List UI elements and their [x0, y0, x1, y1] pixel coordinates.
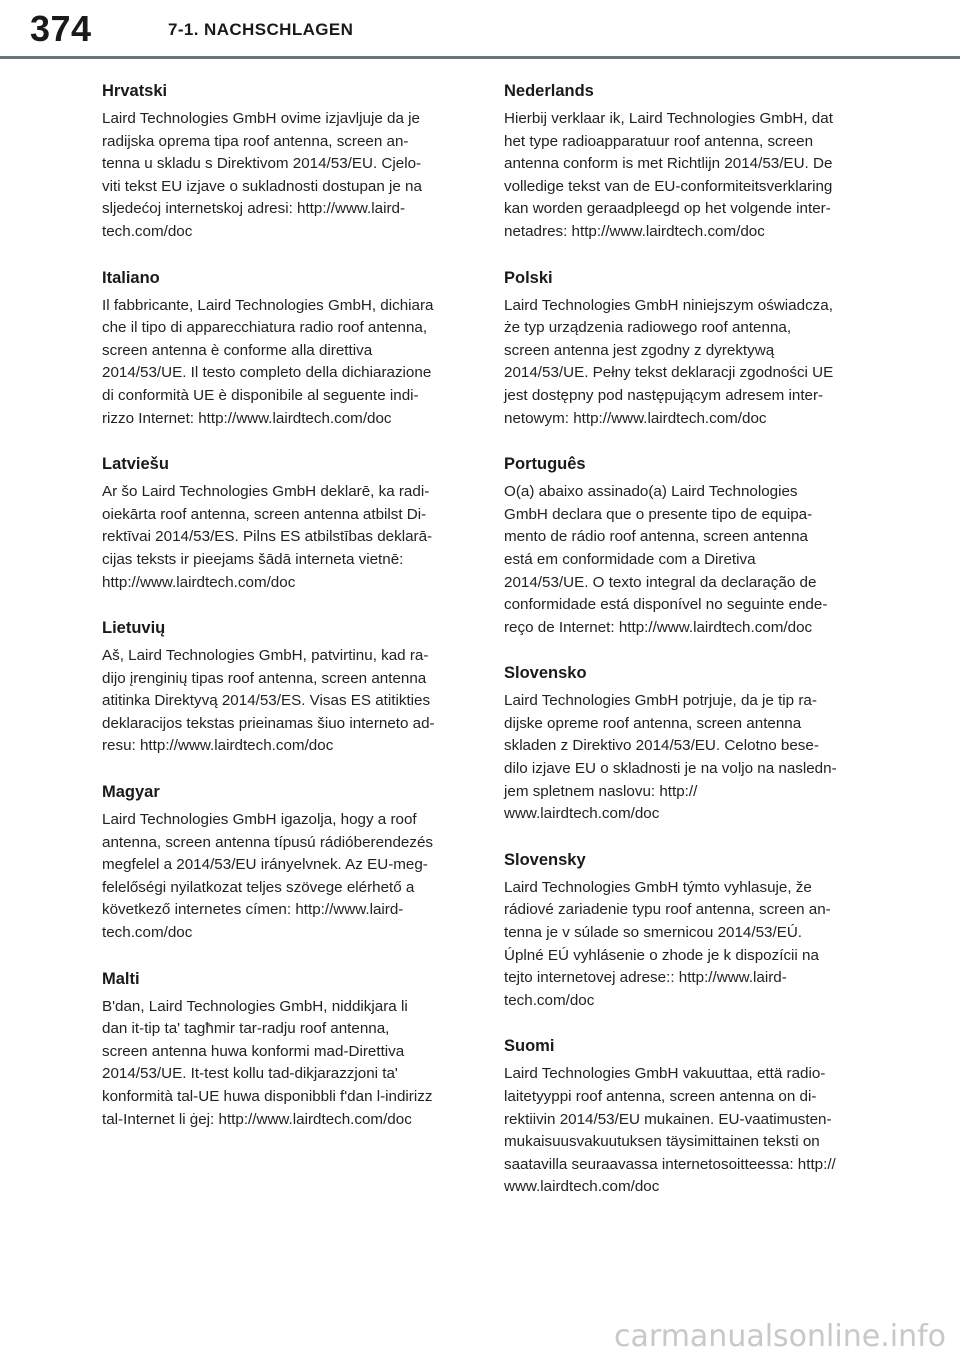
text-line: jest dostępny pod następującym adresem inter- [504, 386, 824, 404]
text-line: netadres: http://www.lairdtech.com/doc [504, 222, 765, 240]
text-line: kan worden geraadpleegd op het volgende inter- [504, 200, 831, 218]
declaration-text [504, 295, 866, 431]
text-line: http://www.lairdtech.com/doc [102, 573, 296, 591]
text-line: antenna conform is met Richtlijn 2014/53/EU. De [504, 155, 833, 173]
language-heading: Malti [102, 969, 140, 988]
text-line: volledige tekst van de EU-conformiteitsverklaring [504, 177, 833, 195]
text-line: www.lairdtech.com/doc [504, 1178, 660, 1196]
text-line: O(a) abaixo assinado(a) Laird Technologies [504, 483, 798, 501]
declaration-text [102, 481, 464, 594]
language-heading: Polski [504, 268, 553, 287]
text-line: tenna u skladu s Direktivom 2014/53/EU. Cjelo- [102, 155, 422, 173]
language-heading: Português [504, 455, 586, 474]
text-line: Hierbij verklaar ik, Laird Technologies GmbH, dat [504, 110, 833, 127]
text-line: conformidade está disponível no seguinte ende- [504, 596, 828, 614]
text-line: screen antenna è conforme alla direttiva [102, 341, 373, 359]
text-line: mukaisuusvakuutuksen täysimittainen teksti on [504, 1133, 820, 1151]
declaration-text [504, 108, 866, 244]
page-header [0, 0, 960, 62]
text-line: Laird Technologies GmbH niniejszym oświadcza, [504, 296, 833, 314]
text-line: dijo įrenginių tipas roof antenna, screen antenna [102, 669, 427, 687]
text-line: skladen z Direktivo 2014/53/EU. Celotno bese- [504, 737, 819, 755]
declaration-text [102, 295, 464, 431]
text-line: atitinka Direktyvą 2014/53/ES. Visas ES atitikties [102, 692, 431, 710]
language-section [504, 849, 866, 1013]
text-line: rádiové zariadenie typu roof antenna, screen an- [504, 901, 831, 919]
declaration-text [102, 645, 464, 758]
text-line: netowym: http://www.lairdtech.com/doc [504, 409, 767, 427]
language-heading: Suomi [504, 1037, 555, 1056]
text-line: mento de rádio roof antenna, screen antenna [504, 528, 808, 546]
text-line: że typ urządzenia radiowego roof antenna, [504, 319, 792, 337]
text-line: viti tekst EU izjave o sukladnosti dostupan je na [102, 177, 422, 195]
text-line: laitetyyppi roof antenna, screen antenna on di- [504, 1088, 817, 1105]
language-section [102, 267, 464, 431]
text-line: resu: http://www.lairdtech.com/doc [102, 737, 334, 755]
text-line: está em conformidade com a Diretiva [504, 550, 756, 568]
text-line: www.lairdtech.com/doc [504, 805, 660, 823]
text-line: 2014/53/UE. Pełny tekst deklaracji zgodności UE [504, 364, 834, 382]
text-line: jem spletnem naslovu: http:// [504, 782, 698, 800]
declaration-text [504, 690, 866, 826]
declaration-text [504, 481, 866, 639]
text-line: megfelel a 2014/53/EU irányelvnek. Az EU-meg- [102, 856, 428, 874]
declaration-text [504, 1063, 866, 1199]
right-column [504, 80, 866, 1222]
text-line: tenna je v súlade so smernicou 2014/53/EÚ. [504, 924, 803, 942]
language-section [504, 453, 866, 639]
text-line: 2014/53/UE. O texto integral da declaração de [504, 573, 817, 591]
declaration-text [102, 996, 464, 1132]
text-line: Laird Technologies GmbH vakuuttaa, että radio- [504, 1065, 826, 1083]
text-line: Aš, Laird Technologies GmbH, patvirtinu, kad ra- [102, 647, 429, 665]
text-line: screen antenna huwa konformi mad-Direttiva [102, 1042, 405, 1060]
language-section [504, 662, 866, 826]
text-line: felelőségi nyilatkozat teljes szövege elérhető a [102, 878, 415, 896]
text-line: che il tipo di apparecchiatura radio roof antenna, [102, 319, 428, 337]
declaration-text [102, 108, 464, 244]
language-heading: Slovensky [504, 850, 586, 869]
text-line: rizzo Internet: http://www.lairdtech.com/doc [102, 409, 392, 427]
text-line: dilo izjave EU o skladnosti je na voljo na nasledn- [504, 760, 837, 778]
text-line: dan it-tip ta' tagħmir tar-radju roof antenna, [102, 1020, 390, 1038]
language-heading: Latviešu [102, 455, 169, 474]
text-line: tech.com/doc [102, 924, 193, 942]
language-section [102, 453, 464, 594]
text-line: het type radioapparatuur roof antenna, screen [504, 132, 814, 150]
text-line: antenna, screen antenna típusú rádióberendezés [102, 833, 433, 851]
text-line: B'dan, Laird Technologies GmbH, niddikjara li [102, 997, 408, 1015]
text-line: Laird Technologies GmbH igazolja, hogy a roof [102, 811, 417, 829]
declaration-text [504, 877, 866, 1013]
text-line: di conformità UE è disponibile al seguente indi- [102, 386, 419, 404]
language-section [102, 80, 464, 244]
text-line: 2014/53/UE. It-test kollu tad-dikjarazzjoni ta' [102, 1065, 398, 1083]
language-section [504, 1035, 866, 1199]
text-line: Il fabbricante, Laird Technologies GmbH, dichiara [102, 296, 434, 314]
watermark: carmanualsonline.info [614, 1319, 946, 1354]
language-section [504, 80, 866, 244]
language-section [102, 617, 464, 758]
language-heading: Lietuvių [102, 619, 166, 638]
language-heading: Magyar [102, 783, 160, 802]
text-line: reço de Internet: http://www.lairdtech.com/doc [504, 618, 813, 636]
text-line: Úplné EÚ vyhlásenie o zhode je k dispozícii na [504, 946, 819, 964]
text-line: rektiivin 2014/53/EU mukainen. EU-vaatimusten- [504, 1110, 832, 1128]
language-section [102, 968, 464, 1132]
text-line: cijas teksts ir pieejams šādā interneta vietnē: [102, 550, 404, 568]
text-line: radijska oprema tipa roof antenna, screen an- [102, 132, 409, 150]
language-heading: Italiano [102, 268, 160, 287]
text-line: Laird Technologies GmbH týmto vyhlasuje, že [504, 878, 812, 896]
text-line: Laird Technologies GmbH potrjuje, da je tip ra- [504, 692, 817, 710]
text-line: oiekārta roof antenna, screen antenna atbilst Di- [102, 505, 427, 523]
left-column [102, 80, 464, 1154]
page-number: 374 [30, 8, 92, 49]
text-line: 2014/53/UE. Il testo completo della dichiarazione [102, 364, 432, 382]
text-line: dijske opreme roof antenna, screen antenna [504, 714, 802, 732]
text-line: deklaracijos tekstas prieinamas šiuo interneto ad- [102, 714, 435, 732]
text-line: GmbH declara que o presente tipo de equipa- [504, 505, 813, 523]
text-line: screen antenna jest zgodny z dyrektywą [504, 341, 775, 359]
text-line: Ar šo Laird Technologies GmbH deklarē, ka radi- [102, 483, 430, 501]
text-line: Laird Technologies GmbH ovime izjavljuje da je [102, 110, 420, 127]
text-line: saatavilla seuraavassa internetosoitteessa: http:// [504, 1155, 836, 1173]
language-section [102, 781, 464, 945]
text-line: rektīvai 2014/53/ES. Pilns ES atbilstības deklarā- [102, 528, 433, 546]
header-divider [0, 56, 960, 59]
text-line: tejto internetovej adrese:: http://www.laird- [504, 969, 787, 987]
language-section [504, 267, 866, 431]
text-line: tech.com/doc [102, 222, 193, 240]
declaration-text [102, 809, 464, 945]
text-line: sljedećoj internetskoj adresi: http://www.laird- [102, 200, 406, 218]
language-heading: Hrvatski [102, 82, 168, 100]
section-title: 7-1. NACHSCHLAGEN [168, 20, 354, 39]
text-line: tal-Internet li ġej: http://www.lairdtech.com/doc [102, 1110, 412, 1128]
language-heading: Nederlands [504, 82, 594, 100]
text-line: konformità tal-UE huwa disponibbli f'dan l-indirizz [102, 1088, 433, 1105]
language-heading: Slovensko [504, 664, 587, 683]
text-line: következő internetes címen: http://www.laird- [102, 901, 404, 919]
text-line: tech.com/doc [504, 991, 595, 1009]
